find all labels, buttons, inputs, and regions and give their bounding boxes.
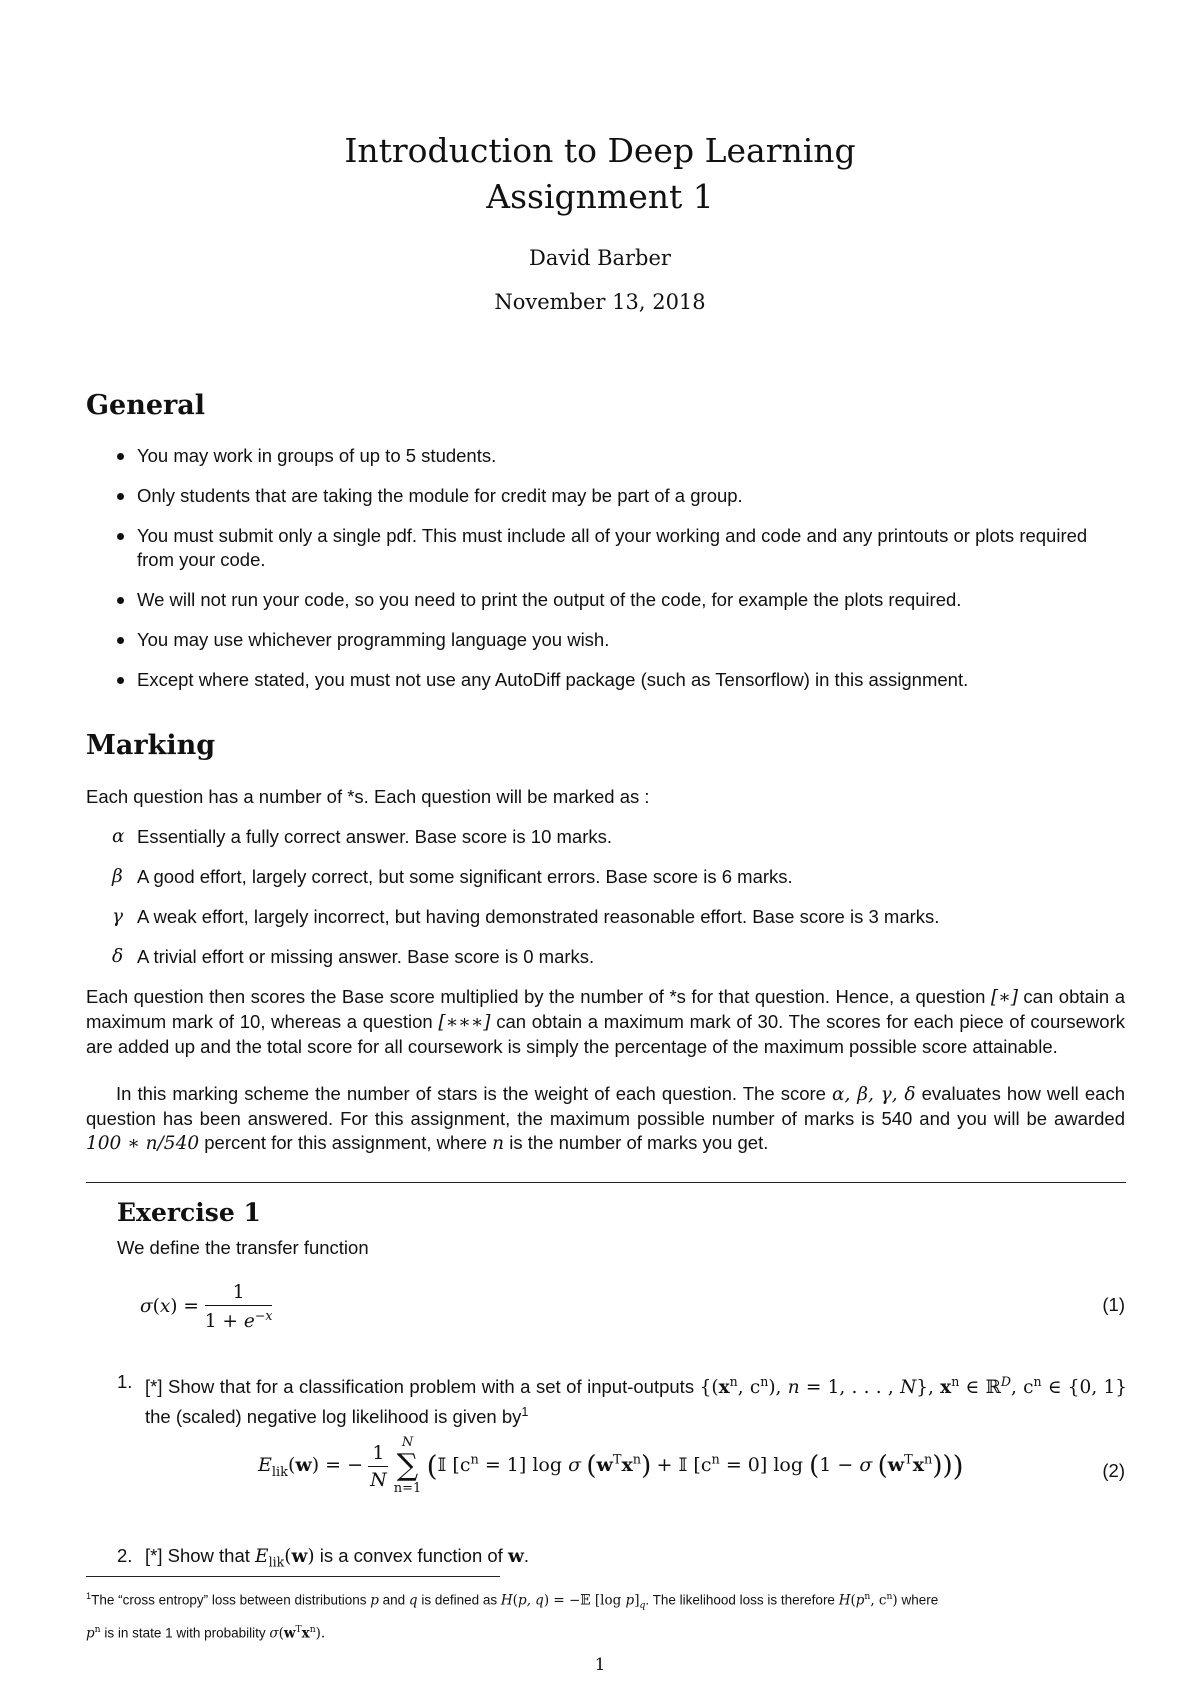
list-item: We will not run your code, so you need to print the output of the code, for example the plots required. xyxy=(115,588,1125,612)
page-number: 1 xyxy=(594,1655,606,1675)
grade-gamma: γ A weak effort, largely incorrect, but having demonstrated reasonable effort. Base score is 3 marks. xyxy=(112,906,940,927)
grade-beta: β A good effort, largely correct, but some significant errors. Base score is 6 marks. xyxy=(112,866,793,887)
marking-heading: Marking xyxy=(86,730,216,761)
title-line-2: Assignment 1 xyxy=(486,177,714,216)
exercise-intro: We define the transfer function xyxy=(117,1237,369,1258)
author: David Barber xyxy=(529,246,671,270)
footnote-divider xyxy=(86,1576,500,1577)
list-item: You may use whichever programming language you wish. xyxy=(115,628,1125,652)
list-item: Except where stated, you must not use any AutoDiff package (such as Tensorflow) in this assignment. xyxy=(115,668,1125,692)
question-2: 2. [*] Show that $E_{lik}(w)$ is a convex function of w. xyxy=(117,1545,530,1570)
document-title xyxy=(0,128,1200,220)
question-1-number: 1. xyxy=(117,1371,133,1392)
marking-paragraph-2: In this marking scheme the number of stars is the weight of each question. The score α, β, γ, δ evaluates how well each question has been answered. For this assignment, the maximum possible number of marks is 540 and you will be awarded 100 ∗ n/540 percent for this assignment, where n is the number of marks you get. xyxy=(86,1083,1125,1154)
footnote: $^1$The “cross entropy” loss between distributions p and q is defined as H(p, q) = −𝔼 [log $p]_q$. The likelihood loss is therefore $H(p^n$, $c^n$) where $p^n$ is in state 1 with probability $\sigma(w^Tx^n)$. xyxy=(86,1591,939,1642)
list-item: You may work in groups of up to 5 students. xyxy=(115,444,1125,468)
marking-paragraph-1: Each question then scores the Base score multiplied by the number of *s for that question. Hence, a question [∗] can obtain a maximum mark of 10, whereas a question [∗∗∗] can obtain a maximum mark of 30. The scores for each piece of coursework are added up and the total score for all coursework is simply the percentage of the maximum possible score attainable. xyxy=(86,986,1125,1057)
grade-delta: δ A trivial effort or missing answer. Base score is 0 marks. xyxy=(112,946,595,967)
general-heading: General xyxy=(86,390,206,421)
date: November 13, 2018 xyxy=(494,290,706,314)
equation-2-number: (2) xyxy=(1102,1460,1125,1481)
marking-intro: Each question has a number of *s. Each question will be marked as : xyxy=(86,786,650,807)
exercise-title: Exercise 1 xyxy=(117,1198,261,1227)
question-2-number: 2. xyxy=(117,1545,133,1566)
general-list xyxy=(115,444,1125,708)
title-block xyxy=(0,128,1200,314)
equation-1-number: (1) xyxy=(1102,1294,1125,1315)
list-item: Only students that are taking the module for credit may be part of a group. xyxy=(115,484,1125,508)
equation-2: $E_{lik}(w)$ = − $\frac{1}{N}$ N ∑ n=1 (𝕀 $[c^n = 1]$ log σ $(w^Tx^n)$ + 𝕀 $[c^n = 0]$ log (1 − σ $(w^Tx^n)$)) xyxy=(258,1435,964,1496)
equation-1: σ(x) = $\frac{1}{1 + e^{-x}}$ xyxy=(140,1282,273,1333)
title-line-1: Introduction to Deep Learning xyxy=(344,131,856,170)
exercise-block xyxy=(117,1198,1127,1259)
grade-alpha: α Essentially a fully correct answer. Base score is 10 marks. xyxy=(112,826,613,847)
section-divider xyxy=(86,1182,1126,1183)
question-1: 1. [*] Show that for a classification problem with a set of input-outputs {($x^n$, $c^n$), n = 1, . . . , N}, $x^n$ ∈ ℝ$^D$, $c^n$ ∈ {0, 1} the (scaled) negative log likelihood is given $by^1$ xyxy=(117,1371,1127,1428)
grade-list xyxy=(112,825,1122,985)
list-item: You must submit only a single pdf. This must include all of your working and code and any printouts or plots required from your code. xyxy=(115,524,1125,572)
